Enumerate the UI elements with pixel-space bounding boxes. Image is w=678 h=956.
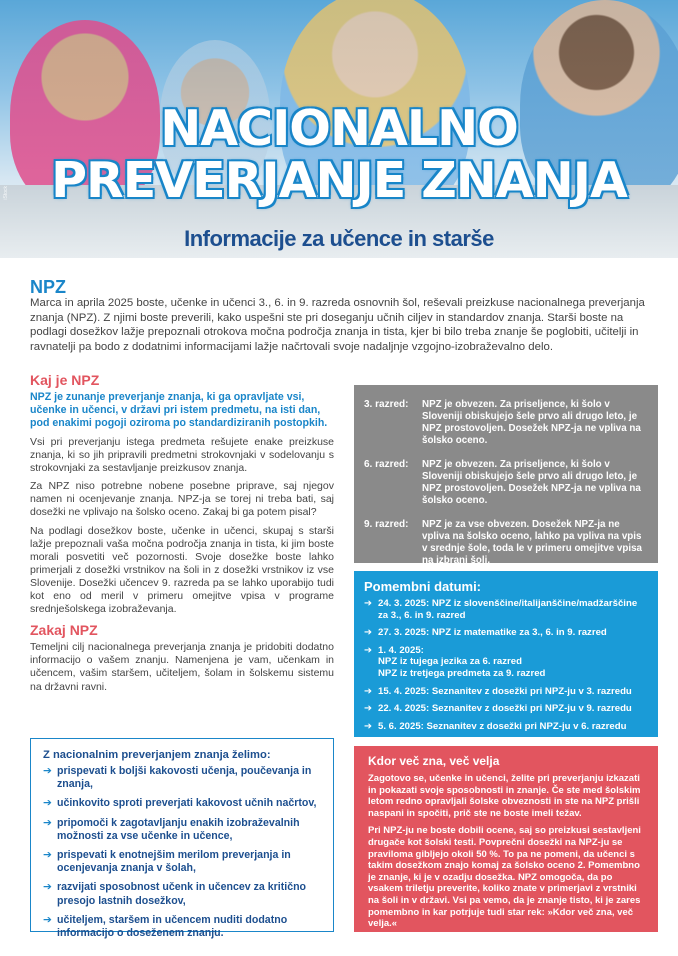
arrow-right-icon: ➔ <box>364 685 373 697</box>
dates-box <box>354 571 658 737</box>
kdor-heading: Kdor več zna, več velja <box>368 754 500 768</box>
intro-heading: NPZ <box>30 277 66 297</box>
intro-text: Marca in aprila 2025 boste, učenke in učenci 3., 6. in 9. razreda osnovnih šol, reševali preizkuse nacionalnega preverjanja znanja (NPZ). Z njimi boste preverili, kako uspešni ste pri doseganju učnih ciljev in standardov znanja. Starši boste na podlagi dosežkov lažje prepoznali otrokova močna področja znanja in tista, kjer bi bilo treba znanje še poglobiti, učitelji in ravnatelji pa bodo z dodatnimi informacijami lažje načrtovali svoje nadaljnje vzgojno-izobraževalno delo. <box>30 297 645 354</box>
goals-list <box>43 765 321 940</box>
grade-label: 3. razred: <box>364 399 409 410</box>
grade-row <box>364 459 648 507</box>
grade-label: 9. razred: <box>364 519 409 530</box>
zakaj-paragraph: Temeljni cilj nacionalnega preverjanja znanja je pridobiti dodatno informacijo o vašem znanju. Namenjena je vam, učenkam in učencem, vašim staršem, učiteljem, šolam in šolskemu sistemu na državni ravni. <box>30 641 334 693</box>
list-item: ➔ učinkovito sproti preverjati kakovost učnih načrtov, <box>43 797 317 810</box>
arrow-right-icon: ➔ <box>43 913 52 926</box>
list-item: ➔ 1. 4. 2025: NPZ iz tujega jezika za 6. razred NPZ iz tretjega predmeta za 9. razred <box>364 644 546 679</box>
hero-banner <box>0 0 678 258</box>
arrow-right-icon: ➔ <box>364 644 373 656</box>
arrow-right-icon: ➔ <box>364 627 373 639</box>
hero-subtitle: Informacije za učence in starše <box>184 226 494 251</box>
goals-box <box>30 738 334 940</box>
kdor-paragraph: Zagotovo se, učenke in učenci, želite pri preverjanju izkazati in pokazati svoje sposobnosti in znanje. Če ste med šolskim letom redno opravljali šolske obveznosti in ste na NPZ prišli naspani in spočiti, prič ste ne boste imeli težav. <box>368 773 641 819</box>
kaj-paragraph: Za NPZ niso potrebne nobene posebne priprave, saj njegov namen ni ocenjevanje znanja. NPZ-ja se torej ni treba bati, saj dosežki ne vplivajo na šolsko oceno. Zakaj bi ga potem pisal? <box>30 480 334 519</box>
list-item: ➔ prispevati k enotnejšim merilom preverjanja in ocenjevanja znanja v šolah, <box>43 849 291 875</box>
grade-text: NPZ je za vse obvezen. Dosežek NPZ-ja ne vpliva na šolsko oceno, lahko pa vpliva na vpis v srednje šole, toda le v primeru omejitve vpisa na izbrani šoli. <box>422 519 642 566</box>
dates-heading: Pomembni datumi: <box>364 579 482 594</box>
kdor-paragraph: Pri NPZ-ju ne boste dobili ocene, saj so preizkusi sestavljeni drugače kot šolski testi. Povprečni dosežki na NPZ-ju se praviloma gibljejo okoli 50 %. To pa ne pomeni, da učenci s takim dosežkom znajo komaj za šolsko oceno 2. Pomembno je znanje, ki je v ozadju dosežka. NPZ omogoča, da po vsakem triletju preverite, koliko znate v primerjavi z vrstniki na šoli in v državi. Vsi pa vemo, da je znanje tisto, ki je zares pomembno in kar potrjuje tudi star rek: »Kdor več zna, več velja.« <box>368 825 641 930</box>
grades-box <box>354 385 658 566</box>
list-item: ➔ učiteljem, staršem in učencem nuditi dodatno informacijo o doseženem znanju. <box>43 913 288 940</box>
arrow-right-icon: ➔ <box>43 881 52 894</box>
section-heading-zakaj: Zakaj NPZ <box>30 622 98 639</box>
grade-text: NPZ je obvezen. Za priseljence, ki šolo v Sloveniji obiskujejo šele prvo ali drugo leto, je NPZ prostovoljen. Dosežek NPZ-ja ne vpliva na šolsko oceno. <box>422 399 641 446</box>
arrow-right-icon: ➔ <box>43 849 52 862</box>
arrow-right-icon: ➔ <box>43 816 52 829</box>
photo-credit: iStock <box>3 186 9 200</box>
list-item: ➔ 24. 3. 2025: NPZ iz slovenščine/italijanščine/madžarščine za 3., 6. in 9. razred <box>364 598 638 621</box>
list-item: ➔ 27. 3. 2025: NPZ iz matematike za 3., 6. in 9. razred <box>364 627 607 639</box>
section-heading-kaj: Kaj je NPZ <box>30 372 100 388</box>
kaj-lead: NPZ je zunanje preverjanje znanja, ki ga opravljate vsi, učenke in učenci, v državi pri istem predmetu, na isti dan, pod enakimi pogoji oziroma po standardiziranih postopkih. <box>30 391 328 429</box>
goals-heading: Z nacionalnim preverjanjem znanja želimo: <box>43 749 271 761</box>
grade-label: 6. razred: <box>364 459 409 470</box>
list-item: ➔ prispevati k boljši kakovosti učenja, poučevanja in znanja, <box>43 765 312 791</box>
kdor-box <box>354 746 658 932</box>
arrow-right-icon: ➔ <box>364 703 373 715</box>
list-item: ➔ razvijati sposobnost učenk in učencev za kritično presojo lastnih dosežkov, <box>43 881 307 907</box>
list-item: ➔ 15. 4. 2025: Seznanitev z dosežki pri NPZ-ju v 3. razredu <box>364 685 632 697</box>
list-item: ➔ pripomoči k zagotavljanju enakih izobraževalnih možnosti za vse učenke in učence, <box>43 816 300 842</box>
left-column <box>30 372 334 699</box>
hero-title-line1: NACIONALNO <box>160 100 518 157</box>
arrow-right-icon: ➔ <box>364 598 373 609</box>
kaj-paragraph: Vsi pri preverjanju istega predmeta rešujete enake preizkuse znanja, ki so jih pripravili predmetni strokovnjaki v sodelovanju s strokovnjaki za sestavljanje preizkusov znanja. <box>30 436 334 475</box>
grade-row <box>364 519 648 567</box>
hero-title-line2: PREVERJANJE ZNANJA <box>51 152 627 209</box>
grade-text: NPZ je obvezen. Za priseljence, ki šolo v Sloveniji obiskujejo šele prvo ali drugo leto, je NPZ prostovoljen. Dosežek NPZ-ja ne vpliva na šolsko oceno. <box>422 459 641 506</box>
arrow-right-icon: ➔ <box>43 765 52 777</box>
grade-row <box>364 399 648 447</box>
arrow-right-icon: ➔ <box>364 720 373 732</box>
list-item: ➔ 22. 4. 2025: Seznanitev z dosežki pri NPZ-ju v 9. razredu <box>364 703 632 715</box>
kaj-paragraph: Na podlagi dosežkov boste, učenke in učenci, skupaj s starši lažje prepoznali vaša močna področja znanja in tista, ki jim boste morali posvetiti več pozornosti. Svoje dosežke boste lahko primerjali z dosežki vrstnikov na šoli in z dosežki vrstnikov iz vse Slovenije. Dosežki učencev 9. razreda pa se lahko uporabijo tudi kot eno od meril v primeru omejitve vpisa v programe srednješolskega izobraževanja. <box>30 524 334 616</box>
arrow-right-icon: ➔ <box>43 797 52 810</box>
list-item: ➔ 5. 6. 2025: Seznanitev z dosežki pri NPZ-ju v 6. razredu <box>364 720 627 732</box>
